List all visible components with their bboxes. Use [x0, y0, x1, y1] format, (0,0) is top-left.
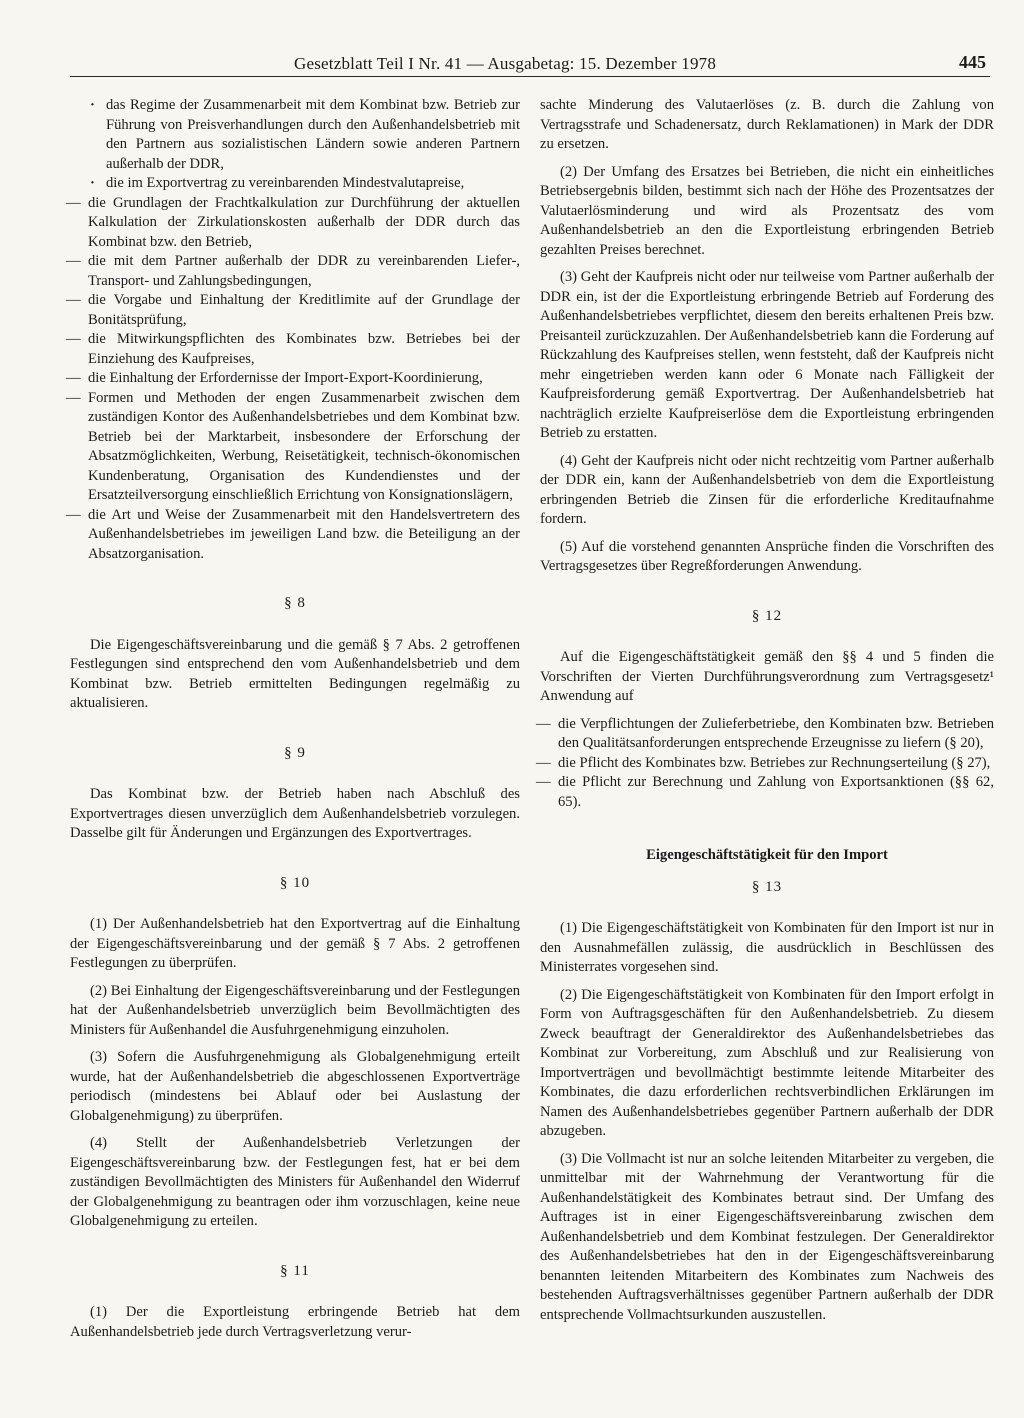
section-8-text: Die Eigengeschäftsvereinbarung und die gemäß § 7 Abs. 2 getroffenen Festlegungen sind entsprechend den vom Außenhandelsbetrieb und dem Kombinat bzw. Betrieb ermittelten Bedingungen regelmäßig zu aktualisieren.: [70, 636, 520, 711]
section-8-heading: § 8: [284, 595, 306, 611]
section-11-para-2: (2) Der Umfang des Ersatzes bei Betrieben, die nicht ein einheitliches Betriebsergebnis bilden, bestimmt sich nach der Höhe des Prozentsatzes der Valutaerlösminderung und wird als Prozentsatz des vom Außenhandelsbetrieb an den die Exportleistung erbringenden Betrieb gezahlten Preises berechnet.: [540, 163, 994, 258]
section-13-para-1: (1) Die Eigengeschäftstätigkeit von Kombinaten für den Import ist nur in den Ausnahmefällen zulässig, die ausdrücklich in Beschlüssen des Ministerrates vorgesehen sind.: [540, 920, 994, 975]
section-10-para-1: (1) Der Außenhandelsbetrieb hat den Exportvertrag auf die Einhaltung der Eigengeschäftsvereinbarung und der gemäß § 7 Abs. 2 getroffenen Festlegungen zu überprüfen.: [70, 916, 520, 971]
section-12-list: [540, 715, 994, 813]
page-header: [70, 54, 990, 77]
dash-item: — die Einhaltung der Erfordernisse der Import-Export-Koordinierung,: [70, 369, 520, 389]
section-12-intro: Auf die Eigengeschäftstätigkeit gemäß den §§ 4 und 5 finden die Vorschriften der Vierten Durchführungsverordnung zum Vertragsgesetz¹ Anwendung auf: [540, 649, 994, 704]
dot-item: · die im Exportvertrag zu vereinbarenden Mindestvalutapreise,: [88, 174, 520, 194]
section-11-heading: § 11: [280, 1262, 310, 1279]
dash-item: — die Pflicht zur Berechnung und Zahlung von Exportsanktionen (§§ 62, 65).: [540, 773, 994, 812]
dash-item: — die Mitwirkungspflichten des Kombinates bzw. Betriebes bei der Einziehung des Kaufpreises,: [70, 330, 520, 369]
dash-item: — die mit dem Partner außerhalb der DDR zu vereinbarenden Liefer-, Transport- und Zahlungsbedingungen,: [70, 252, 520, 291]
dash-item: — die Verpflichtungen der Zulieferbetriebe, den Kombinaten bzw. Betrieben den Qualitätsanforderungen entsprechende Erzeugnisse zu liefern (§ 20),: [540, 715, 994, 754]
dash-item: — die Grundlagen der Frachtkalkulation zur Durchführung der aktuellen Kalkulation der Zirkulationskosten außerhalb der DDR durch das Kombinat bzw. den Betrieb,: [70, 194, 520, 253]
dash-item: — die Art und Weise der Zusammenarbeit mit den Handelsvertretern des Außenhandelsbetriebes im jeweiligen Land bzw. die Beteiligung an der Absatzorganisation.: [70, 506, 520, 565]
page-number: 445: [959, 52, 986, 72]
section-9-text: Das Kombinat bzw. der Betrieb haben nach Abschluß des Exportvertrages diesen unverzüglich dem Außenhandelsbetrieb vorzulegen. Dasselbe gilt für Änderungen und Ergänzungen des Exportvertrages.: [70, 786, 520, 841]
section-10-para-4: (4) Stellt der Außenhandelsbetrieb Verletzungen der Eigengeschäftsvereinbarung bzw. der Festlegungen fest, hat er bei dem zuständigen Bevollmächtigten des Ministers für Außenhandel den Widerruf der Globalgenehmigung zu beantragen oder ihm vorzuschlagen, keine neue Globalgenehmigung zu erteilen.: [70, 1135, 520, 1229]
dot-list: [70, 96, 520, 194]
section-11-para-4: (4) Geht der Kaufpreis nicht oder nicht rechtzeitig vom Partner außerhalb der DDR ein, kann der Außenhandelsbetrieb von dem die Exportleistung erbringenden Betrieb die Zinsen für die erforderliche Kreditaufnahme fordern.: [540, 452, 994, 527]
dash-item: — die Vorgabe und Einhaltung der Kreditlimite auf der Grundlage der Bonitätsprüfung,: [70, 291, 520, 330]
right-column: [540, 96, 994, 1333]
section-13-heading: § 13: [751, 878, 783, 895]
left-column: [70, 96, 520, 1350]
section-11-para-5: (5) Auf die vorstehend genannten Ansprüche finden die Vorschriften des Vertragsgesetzes über Regreßforderungen Anwendung.: [540, 538, 994, 574]
dot-item: · das Regime der Zusammenarbeit mit dem Kombinat bzw. Betrieb zur Führung von Preisverhandlungen durch den Außenhandelsbetrieb mit den Partnern aus sozialistischen Ländern sowie anderen Partnern außerhalb der DDR,: [88, 96, 520, 174]
section-13-para-2: (2) Die Eigengeschäftstätigkeit von Kombinaten für den Import erfolgt in Form von Auftragsgeschäften für den Außenhandelsbetrieb. Zu diesem Zweck beauftragt der Generaldirektor des Außenhandelsbetriebes das Kombinat zur Vorbereitung, zum Abschluß und zur Realisierung von Importverträgen und bevollmächtigt bestimmte leitende Mitarbeiter des Kombinates, die dazu erforderlichen rechtsverbindlichen Erklärungen im Namen des Außenhandelsbetriebes gegenüber Partnern außerhalb der DDR abzugeben.: [540, 986, 994, 1139]
section-13-para-3: (3) Die Vollmacht ist nur an solche leitenden Mitarbeiter zu vergeben, die unmittelbar mit der Wahrnehmung der Verantwortung für die Außenhandelstätigkeit des Kombinates betraut sind. Der Umfang des Auftrages ist in einer Eigengeschäftsvereinbarung zwischen dem Außenhandelsbetrieb und dem Kombinat festzulegen. Der Generaldirektor des Außenhandelsbetriebes hat den in der Eigengeschäftsvereinbarung benannten leitenden Mitarbeitern des Kombinates zum Nachweis des bestehenden Auftragsverhältnisses gegenüber Partnern außerhalb der DDR entsprechende Vollmachtsurkunden auszustellen.: [540, 1150, 994, 1323]
dash-item: — die Pflicht des Kombinates bzw. Betriebes zur Rechnungserteilung (§ 27),: [540, 754, 994, 774]
dash-item: — Formen und Methoden der engen Zusammenarbeit zwischen dem zuständigen Kontor des Außenhandelsbetriebes und dem Kombinat bzw. Betrieb bei der Marktarbeit, insbesondere der Erforschung der Absatzmöglichkeiten, Werbung, Reisetätigkeit, technisch-ökonomischen Kundenberatung, Organisation des Kundendienstes und der Ersatzteilversorgung einschließlich Errichtung von Konsignationslägern,: [70, 389, 520, 506]
section-10-heading: § 10: [279, 874, 311, 891]
section-9-heading: § 9: [284, 744, 306, 761]
section-12-heading: § 12: [751, 607, 783, 624]
header-title: Gesetzblatt Teil I Nr. 41 — Ausgabetag: 15. Dezember 1978: [294, 54, 717, 73]
section-10-para-2: (2) Bei Einhaltung der Eigengeschäftsvereinbarung und der Festlegungen hat der Außenhandelsbetrieb unverzüglich beim Bevollmächtigten des Ministers für Außenhandel die Ausfuhrgenehmigung einzuholen.: [70, 982, 520, 1038]
section-11-para-1-continued: sachte Minderung des Valutaerlöses (z. B. durch die Zahlung von Vertragsstrafe und Schadenersatz, durch Reklamationen) in Mark der DDR zu ersetzen.: [540, 97, 994, 152]
section-10-para-3: (3) Sofern die Ausfuhrgenehmigung als Globalgenehmigung erteilt wurde, hat der Außenhandelsbetrieb die abgeschlossenen Exportverträge periodisch (mindestens bei Ablauf oder bei Auslastung der Globalgenehmigung) zu überprüfen.: [70, 1049, 520, 1124]
import-subheading: Eigengeschäftstätigkeit für den Import: [646, 847, 888, 863]
dash-list: [70, 194, 520, 565]
section-11-para-1: (1) Der die Exportleistung erbringende Betrieb hat dem Außenhandelsbetrieb jede durch Vertragsverletzung verur-: [70, 1304, 520, 1340]
section-11-para-3: (3) Geht der Kaufpreis nicht oder nur teilweise vom Partner außerhalb der DDR ein, ist der die Exportleistung erbringende Betrieb auf Forderung des Außenhandelsbetriebes verpflichtet, diesem den bereits erhaltenen Preis bzw. Preisanteil zurückzuzahlen. Der Außenhandelsbetrieb kann die Forderung auf Rückzahlung des Kaufpreises stellen, wenn feststeht, daß der Kaufpreis nicht mehr eingetrieben werden kann oder 6 Monate nach Fälligkeit der Kaufpreisforderung gemäß Exportvertrag. Der Außenhandelsbetrieb hat nachträglich erzielte Kaufpreiserlöse dem die Exportleistung erbringenden Betrieb zu erstatten.: [540, 269, 994, 441]
